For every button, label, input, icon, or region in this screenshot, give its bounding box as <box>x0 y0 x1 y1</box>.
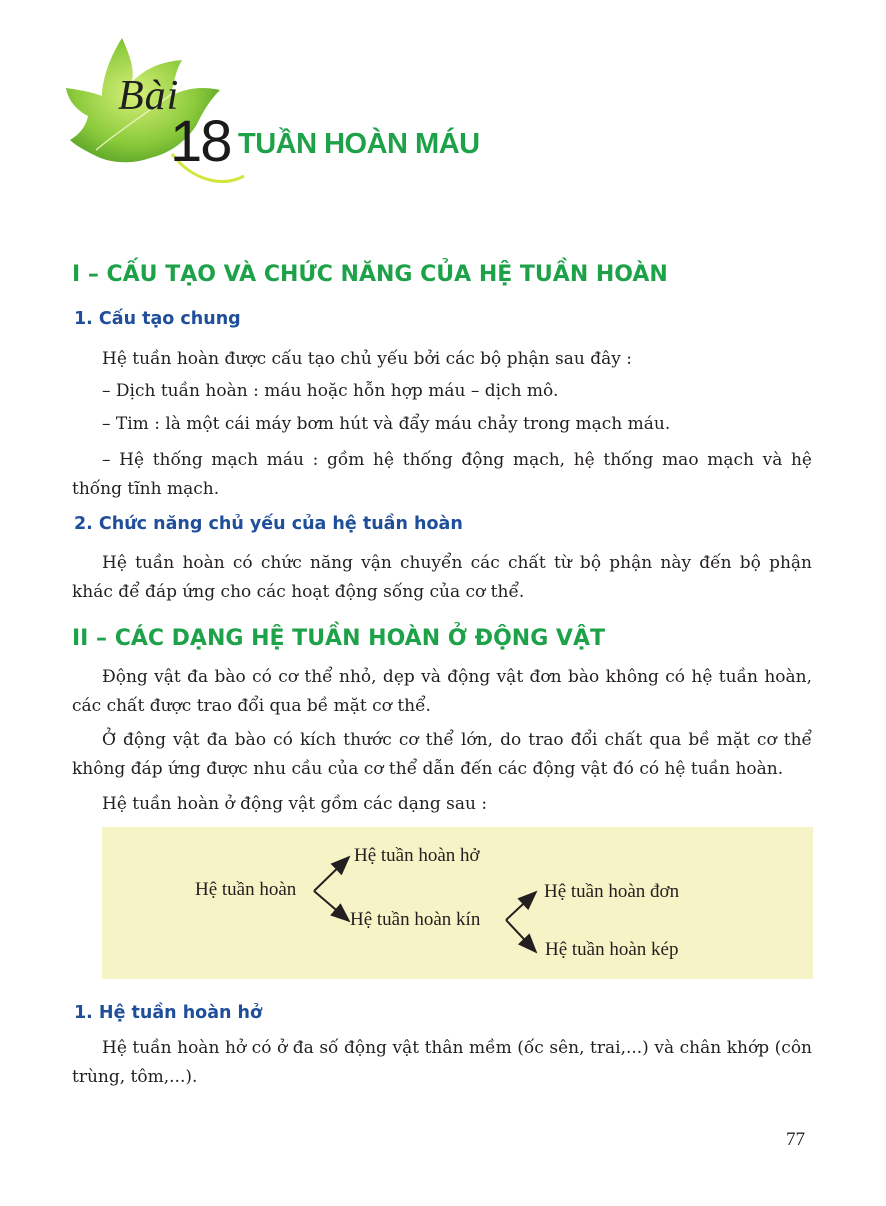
arrow-to-double <box>506 920 536 952</box>
diagram-open-label: Hệ tuần hoàn hở <box>354 845 480 866</box>
diagram-single-label: Hệ tuần hoàn đơn <box>544 881 680 902</box>
arrow-to-closed <box>314 891 349 921</box>
paragraph: Động vật đa bào có cơ thể nhỏ, dẹp và động vật đơn bào không có hệ tuần hoàn, các chất được trao đổi qua bề mặt cơ thể. <box>72 667 812 716</box>
lesson-number: 18 <box>170 109 231 174</box>
paragraph: Hệ tuần hoàn có chức năng vận chuyển các chất từ bộ phận này đến bộ phận khác để đáp ứng cho các hoạt động sống của cơ thể. <box>72 553 812 602</box>
section-2-heading: II – CÁC DẠNG HỆ TUẦN HOÀN Ở ĐỘNG VẬT <box>72 626 605 651</box>
diagram-closed-label: Hệ tuần hoàn kín <box>350 909 481 930</box>
arrow-to-single <box>506 892 536 920</box>
section-2-sub1-heading: 1. Hệ tuần hoàn hở <box>74 1003 263 1023</box>
paragraph: Hệ tuần hoàn hở có ở đa số động vật thân mềm (ốc sên, trai,...) và chân khớp (côn trùng, tôm,...). <box>72 1038 812 1087</box>
list-item: – Hệ thống mạch máu : gồm hệ thống động mạch, hệ thống mao mạch và hệ thống tĩnh mạch. <box>72 450 812 499</box>
paragraph: Hệ tuần hoàn ở động vật gồm các dạng sau : <box>102 794 488 814</box>
diagram-root-label: Hệ tuần hoàn <box>195 879 297 900</box>
diagram-double-label: Hệ tuần hoàn kép <box>545 939 679 960</box>
paragraph: Hệ tuần hoàn được cấu tạo chủ yếu bởi các bộ phận sau đây : <box>102 349 632 369</box>
section-1-heading: I – CẤU TẠO VÀ CHỨC NĂNG CỦA HỆ TUẦN HOÀN <box>72 262 668 287</box>
section-1-sub2-heading: 2. Chức năng chủ yếu của hệ tuần hoàn <box>74 514 463 534</box>
paragraph: Ở động vật đa bào có kích thước cơ thể lớn, do trao đổi chất qua bề mặt cơ thể không đáp ứng được nhu cầu của cơ thể dẫn đến các động vật đó có hệ tuần hoàn. <box>72 730 812 779</box>
section-1-sub1-heading: 1. Cấu tạo chung <box>74 309 241 329</box>
page-number: 77 <box>786 1129 805 1150</box>
lesson-title: TUẦN HOÀN MÁU <box>238 128 480 160</box>
circulatory-types-diagram <box>102 827 813 979</box>
list-item: – Tim : là một cái máy bơm hút và đẩy máu chảy trong mạch máu. <box>102 414 671 434</box>
arrow-to-open <box>314 857 349 891</box>
lesson-word: Bài <box>118 73 180 119</box>
list-item: – Dịch tuần hoàn : máu hoặc hỗn hợp máu – dịch mô. <box>102 381 559 401</box>
